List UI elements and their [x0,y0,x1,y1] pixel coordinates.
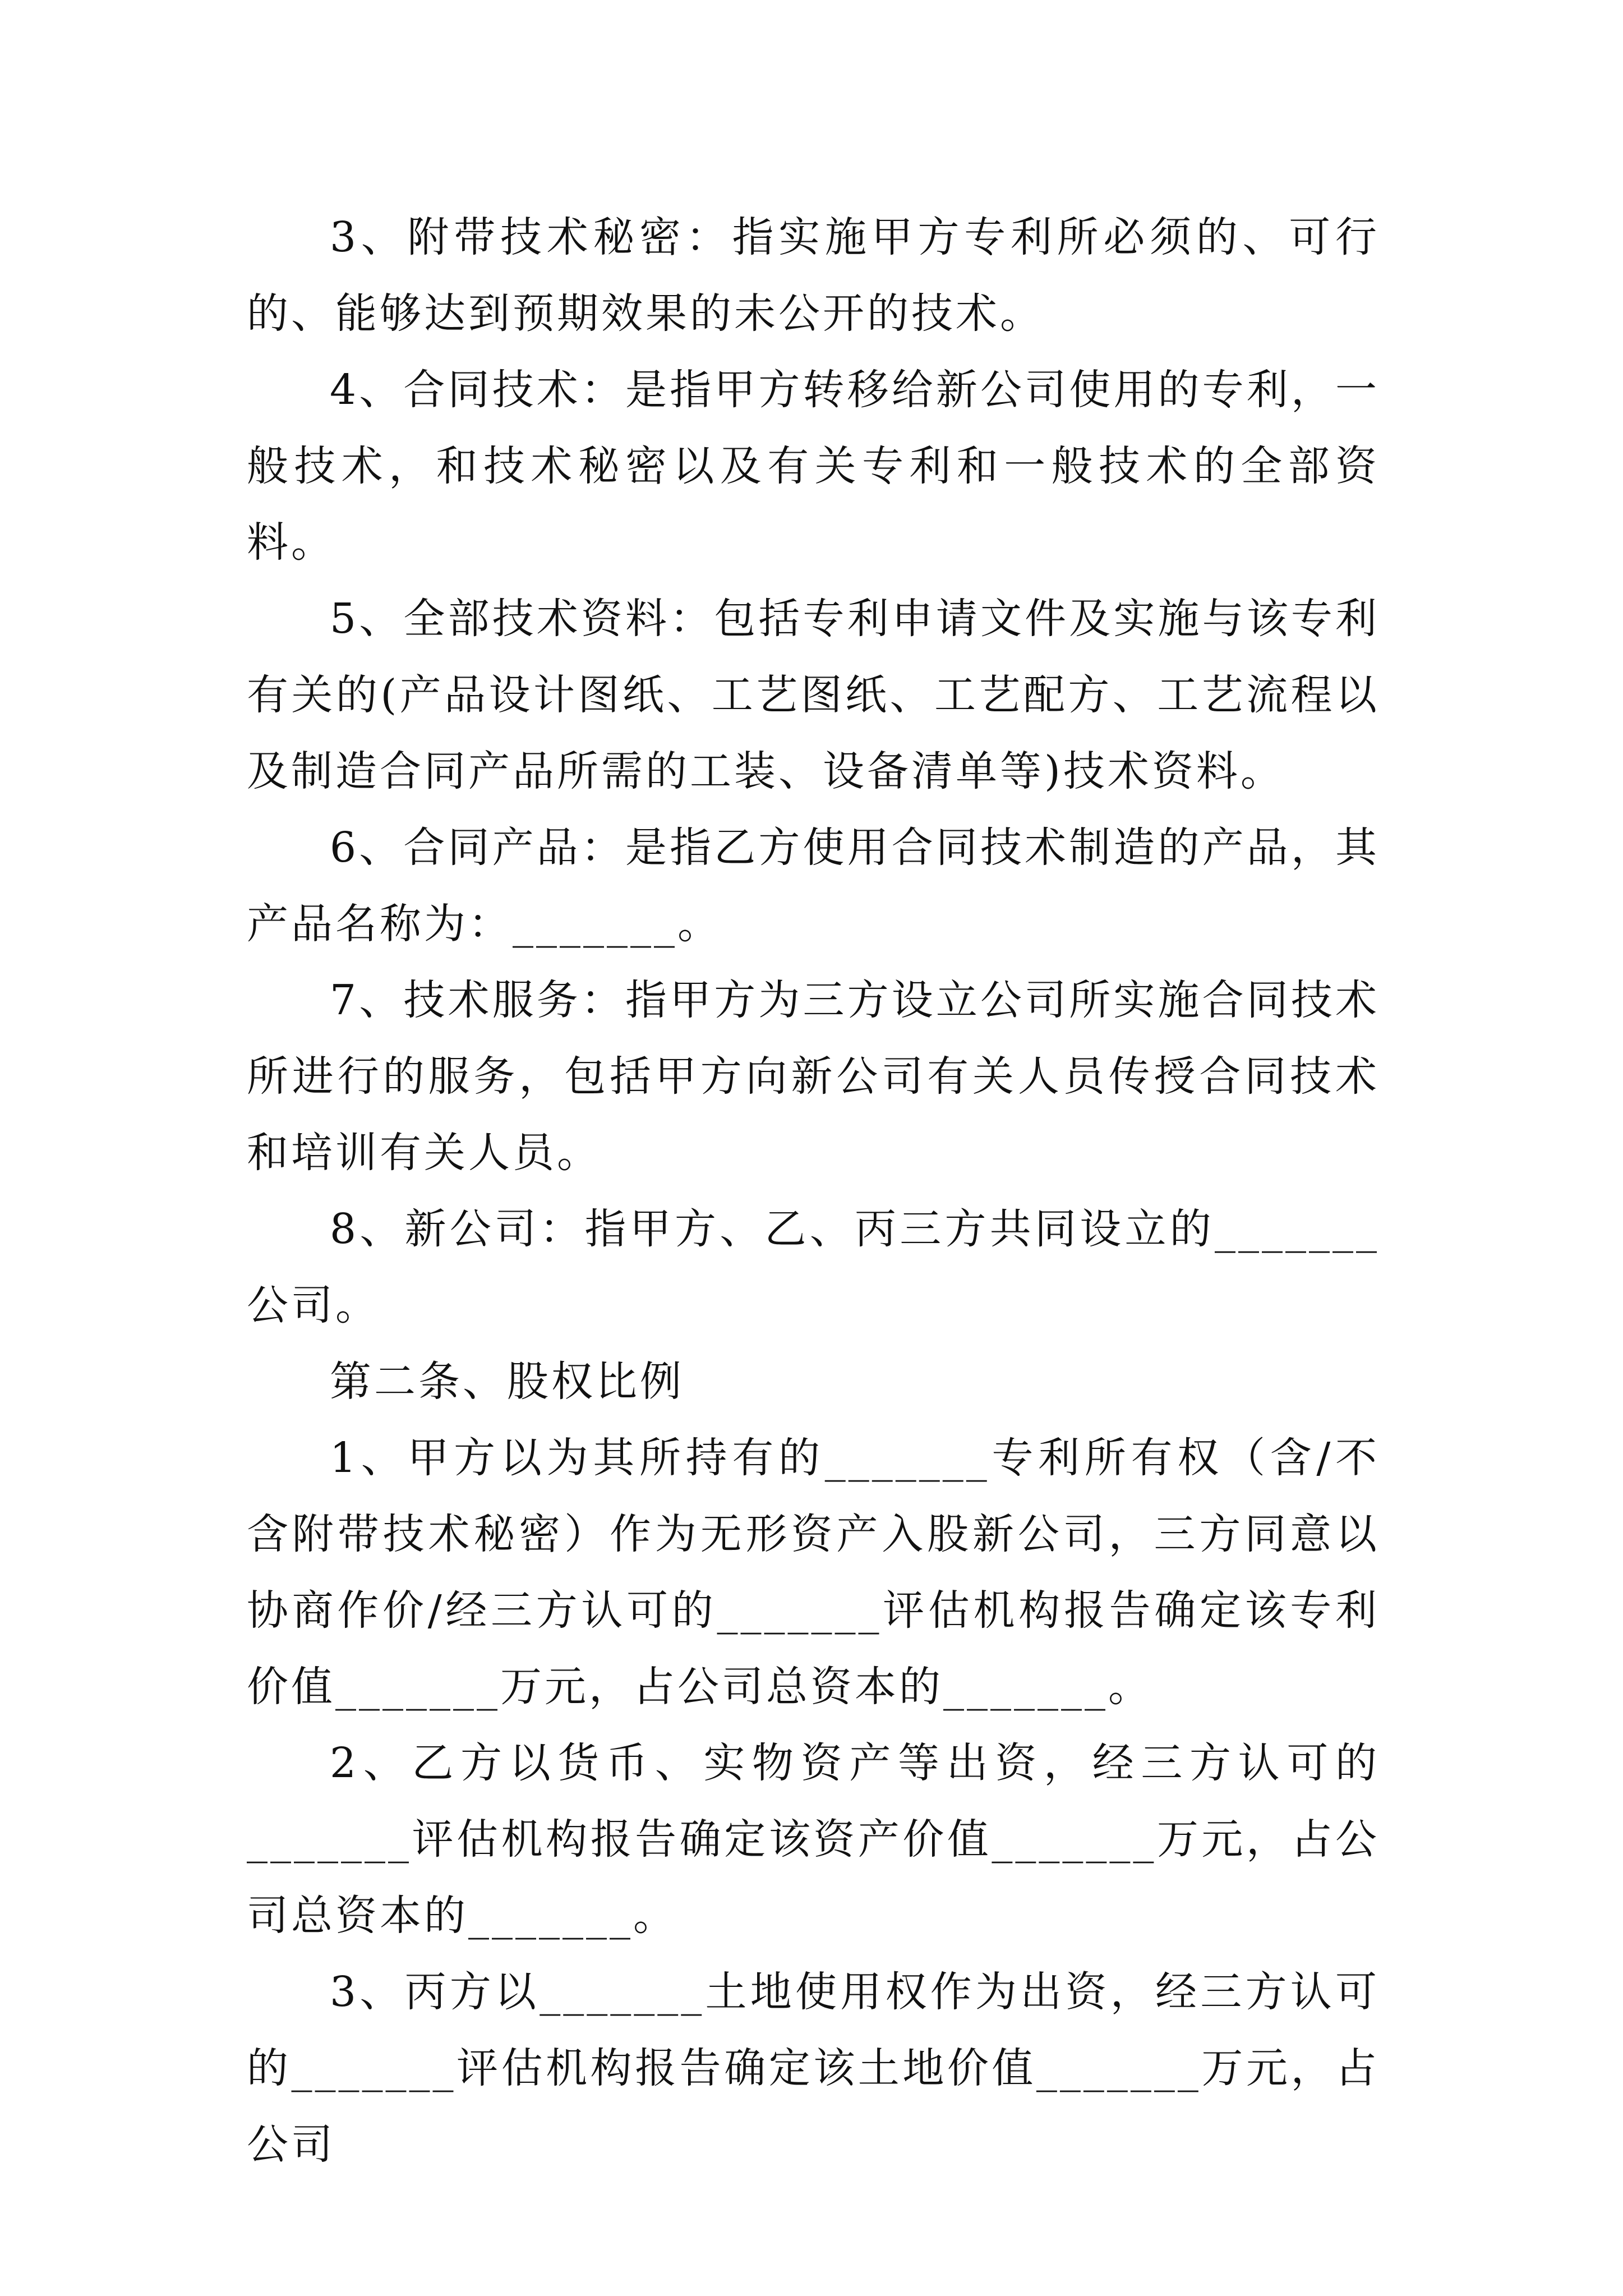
paragraph-equity-party-b: 2、乙方以货币、实物资产等出资，经三方认可的_______评估机构报告确定该资产价值_______万元，占公司总资本的_______。 [247,1739,1380,1940]
paragraph-clause-6-contract-product: 6、合同产品：是指乙方使用合同技术制造的产品，其产品名称为：_______。 [247,823,1380,948]
paragraph-equity-party-c: 3、丙方以_______土地使用权作为出资，经三方认可的_______评估机构报告确定该土地价值_______万元，占公司 [247,1968,1380,2169]
paragraph-clause-5-technical-materials: 5、全部技术资料：包括专利申请文件及实施与该专利有关的(产品设计图纸、工艺图纸、工艺配方、工艺流程以及制造合同产品所需的工装、设备清单等)技术资料。 [247,595,1380,795]
document-body [247,199,1380,2183]
paragraph-equity-party-a: 1、甲方以为其所持有的_______专利所有权（含/不含附带技术秘密）作为无形资产入股新公司，三方同意以协商作价/经三方认可的_______评估机构报告确定该专利价值_______万元，占公司总资本的_______。 [247,1434,1380,1711]
paragraph-clause-3-trade-secret: 3、附带技术秘密：指实施甲方专利所必须的、可行的、能够达到预期效果的未公开的技术。 [247,213,1380,338]
paragraph-clause-8-new-company: 8、新公司：指甲方、乙、丙三方共同设立的_______公司。 [247,1205,1380,1329]
section-heading-equity-ratio: 第二条、股权比例 [330,1358,684,1406]
paragraph-clause-7-technical-service: 7、技术服务：指甲方为三方设立公司所实施合同技术所进行的服务，包括甲方向新公司有关人员传授合同技术和培训有关人员。 [247,976,1380,1177]
paragraph-clause-4-contract-technology: 4、合同技术：是指甲方转移给新公司使用的专利，一般技术，和技术秘密以及有关专利和一般技术的全部资料。 [247,366,1380,567]
